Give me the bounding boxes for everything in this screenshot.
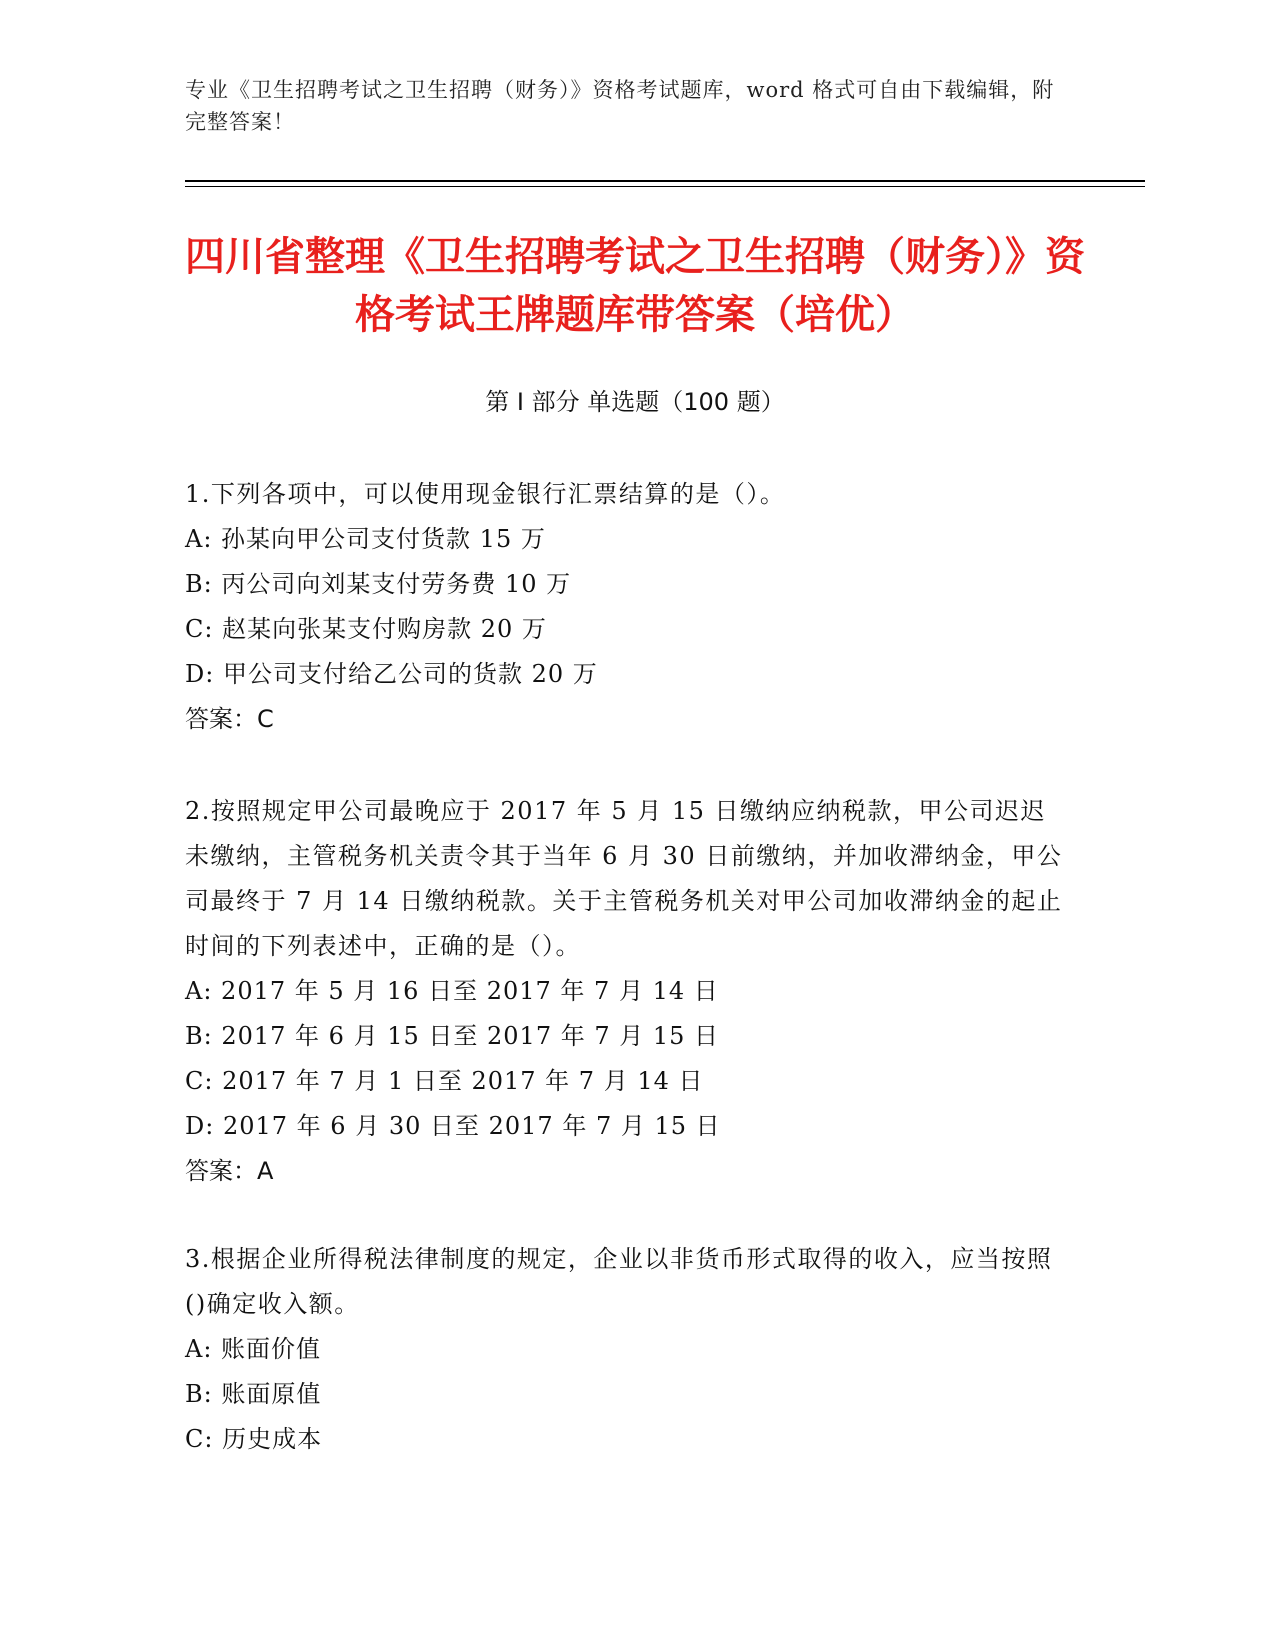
option-b: B: 2017 年 6 月 15 日至 2017 年 7 月 15 日 <box>185 1022 720 1050</box>
answer: 答案：A <box>185 1157 274 1185</box>
header-note: 专业《卫生招聘考试之卫生招聘（财务）》资格考试题库，word 格式可自由下载编辑，附完整答案！ <box>185 78 1055 134</box>
option-c: C: 历史成本 <box>185 1425 323 1453</box>
document-title: 四川省整理《卫生招聘考试之卫生招聘（财务）》资格考试王牌题库带答案（培优） <box>185 234 1085 338</box>
option-c: C: 2017 年 7 月 1 日至 2017 年 7 月 14 日 <box>185 1067 704 1095</box>
question-stem: 3.根据企业所得税法律制度的规定，企业以非货币形式取得的收入，应当按照()确定收入额。 <box>185 1245 1053 1318</box>
option-a: A: 账面价值 <box>185 1335 322 1363</box>
option-c: C: 赵某向张某支付购房款 20 万 <box>185 615 547 643</box>
question-2 <box>185 789 1065 1194</box>
question-3 <box>185 1237 1065 1462</box>
option-d: D: 甲公司支付给乙公司的货款 20 万 <box>185 660 598 688</box>
option-b: B: 账面原值 <box>185 1380 322 1408</box>
header-divider-thick <box>185 180 1145 182</box>
question-1 <box>185 472 1065 742</box>
option-a: A: 2017 年 5 月 16 日至 2017 年 7 月 14 日 <box>185 977 719 1005</box>
section-title: 第 I 部分 单选题（100 题） <box>485 388 785 416</box>
question-stem: 1.下列各项中，可以使用现金银行汇票结算的是（）。 <box>185 480 786 508</box>
option-d: D: 2017 年 6 月 30 日至 2017 年 7 月 15 日 <box>185 1112 721 1140</box>
answer: 答案：C <box>185 705 274 733</box>
option-a: A: 孙某向甲公司支付货款 15 万 <box>185 525 546 553</box>
header-divider-thin <box>185 186 1145 187</box>
option-b: B: 丙公司向刘某支付劳务费 10 万 <box>185 570 572 598</box>
question-stem: 2.按照规定甲公司最晚应于 2017 年 5 月 15 日缴纳应纳税款，甲公司迟迟未缴纳，主管税务机关责令其于当年 6 月 30 日前缴纳，并加收滞纳金，甲公司最终于 7 月 14 日缴纳税款。关于主管税务机关对甲公司加收滞纳金的起止时间的下列表述中，正确的是（）。 <box>185 797 1063 960</box>
